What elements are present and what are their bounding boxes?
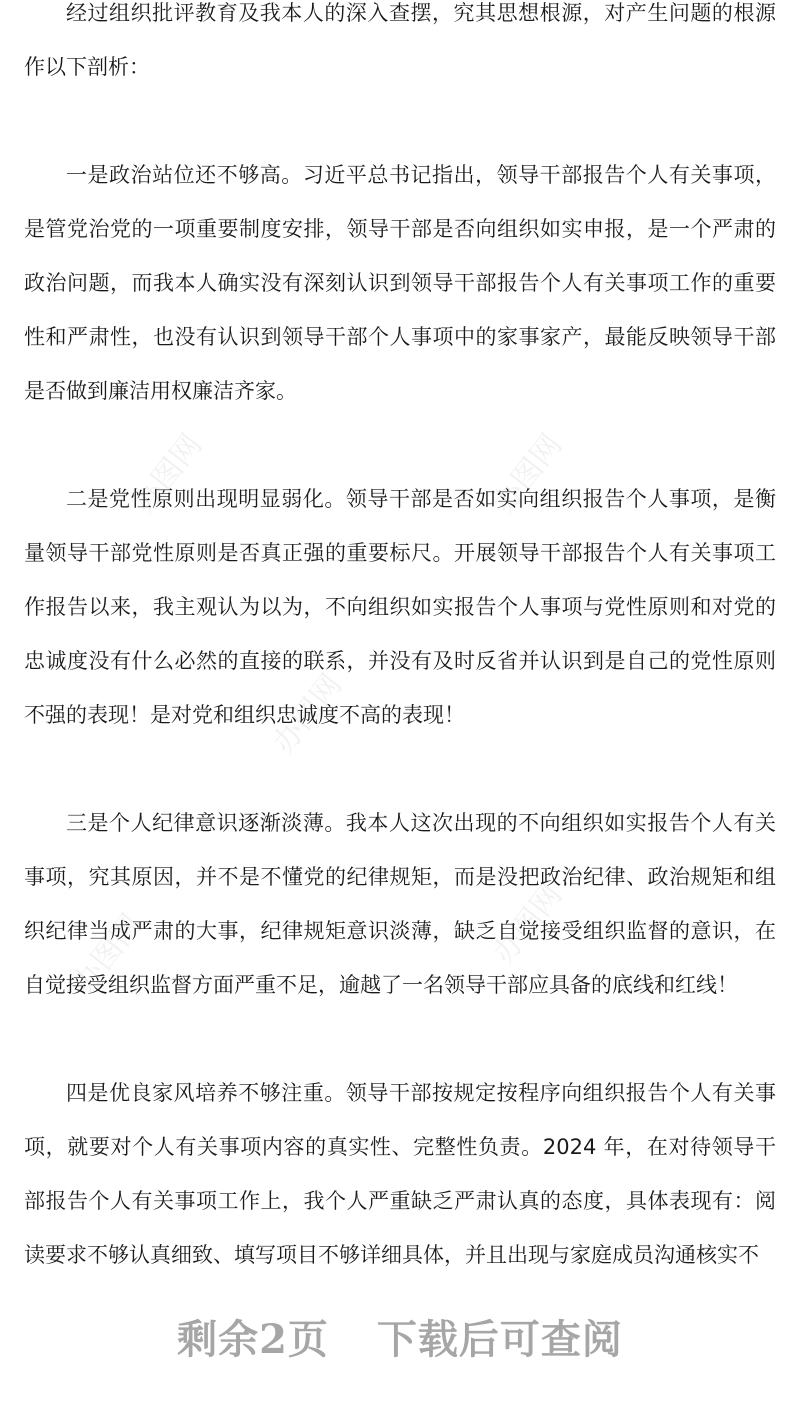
paragraph-heading: 一是政治站位还不够高。 [66, 163, 303, 187]
paragraph-text: 习近平总书记指出，领导干部报告个人有关事项，是管党治党的一项重要制度安排，领导干部是否向组织如实申报，是一个严肃的政治问题，而我本人确实没有深刻认识到领导干部报告个人有关事项工作的重要性和严肃性，也没有认识到领导干部个人事项中的家事家产，最能反映领导干部是否做到廉洁用权廉洁齐家。 [24, 163, 776, 403]
paragraph-party-principle [24, 472, 776, 742]
watermark: 办图网 [486, 877, 570, 971]
paragraph-heading: 三是个人纪律意识逐渐淡薄。 [66, 811, 346, 835]
document-body [24, 0, 776, 1282]
paragraph-heading: 二是党性原则出现明显弱化。 [66, 487, 346, 511]
watermark: 办图网 [266, 667, 350, 761]
intro-paragraph: 经过组织批评教育及我本人的深入查摆，究其思想根源，对产生问题的根源作以下剖析： [24, 1, 776, 79]
paragraph-political-stance [24, 148, 776, 418]
paragraph-text: 领导干部是否如实向组织报告个人事项，是衡量领导干部党性原则是否真正强的重要标尺。开展领导干部报告个人有关事项工作报告以来，我主观认为以为，不向组织如实报告个人事项与党性原则和对党的忠诚度没有什么必然的直接的联系，并没有及时反省并认识到是自己的党性原则不强的表现！是对党和组织忠诚度不高的表现！ [24, 487, 776, 727]
paragraph-text: 我本人这次出现的不向组织如实报告个人有关事项，究其原因，并不是不懂党的纪律规矩，而是没把政治纪律、政治规矩和组织纪律当成严肃的大事，纪律规矩意识淡薄，缺乏自觉接受组织监督的意识，在自觉接受组织监督方面严重不足，逾越了一名领导干部应具备的底线和红线！ [24, 811, 776, 997]
watermark: 办图网 [486, 427, 570, 521]
download-banner[interactable] [0, 1305, 800, 1375]
remaining-pages-label: 剩余2页 [177, 1316, 329, 1363]
paragraph-family-tradition [24, 1066, 776, 1282]
paragraph-discipline [24, 796, 776, 1012]
watermark: 办图网 [66, 907, 150, 1001]
paragraph-text: 领导干部按规定按程序向组织报告个人有关事项，就要对个人有关事项内容的真实性、完整性负责。2024 年，在对待领导干部报告个人有关事项工作上，我个人严重缺乏严肃认真的态度，具体表现有：阅读要求不够认真细致、填写项目不够详细具体，并且出现与家庭成员沟通核实不 [24, 1081, 776, 1267]
download-to-view-label[interactable]: 下载后可查阅 [376, 1316, 623, 1363]
watermark: 办图网 [126, 427, 210, 521]
paragraph-heading: 四是优良家风培养不够注重。 [66, 1081, 346, 1105]
